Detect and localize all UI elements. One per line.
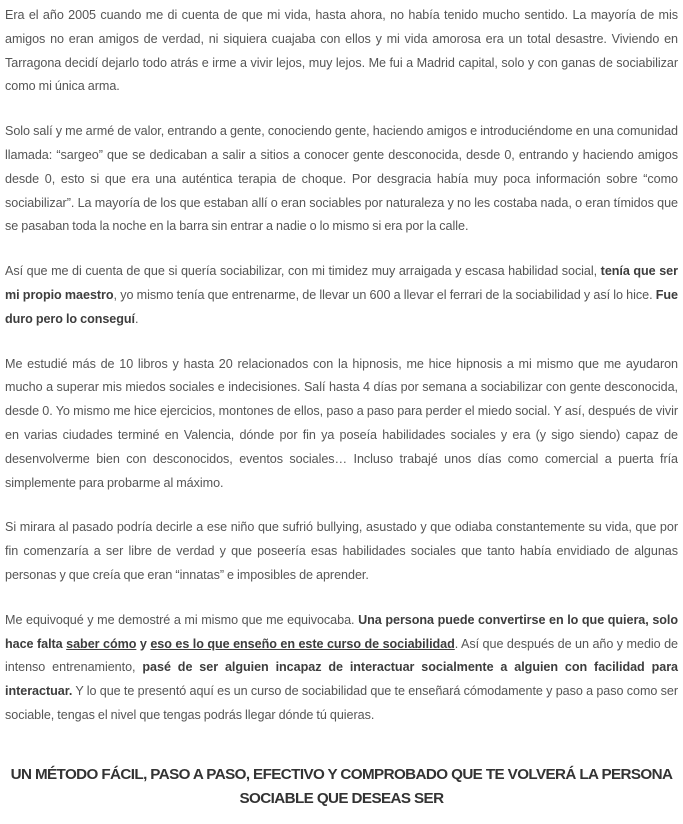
text-segment: . (135, 311, 139, 326)
paragraph-past: Si mirara al pasado podría decirle a ese niño que sufrió bullying, asustado y que odiaba constantemente su vida, que por fin comenzaría a ser libre de verdad y que poseería esas habilidades sociales que tanto había envidiado de algunas personas y que creía que eran “innatas” e imposibles de aprender. (5, 520, 678, 582)
underline-course: eso es lo que enseño en este curso de sociabilidad (150, 636, 455, 651)
bold-segment: Una persona puede convertirse en lo que quiera, solo hace falta (5, 612, 679, 651)
text-segment: , yo mismo tenía que entrenarme, de llevar un 600 a llevar el ferrari de la sociabilidad y así lo hice. (113, 287, 656, 302)
bold-own-teacher: tenía que ser mi propio maestro (5, 264, 678, 302)
bold-transformation: pasé de ser alguien incapaz de interactuar socialmente a alguien con facilidad para interactuar. (5, 660, 679, 699)
text-segment: Así que me di cuenta de que si quería sociabilizar, con mi timidez muy arraigada y escasa habilidad social, (5, 264, 601, 279)
paragraph-sargeo: Solo salí y me armé de valor, entrando a gente, conociendo gente, haciendo amigos e introduciéndome en una comunidad llamada: “sargeo” que se dedicaban a salir a sitios a conocer gente desconocida, desde 0, entrando y haciendo amigos desde 0, esto si que era una auténtica terapia de choque. Por desgracia había muy poca información sobre “como sociabilizar”. La mayoría de los que estaban allí o eran sociables por naturaleza y no les costaba nada, o eran tímidos que se pasaban toda la noche en la barra sin entrar a nadie o lo mismo si era por la calle. (5, 124, 678, 234)
underline-know-how: saber cómo (66, 636, 137, 651)
text-segment: Me equivoqué y me demostré a mi mismo que me equivocaba. (5, 612, 359, 627)
cta-heading: UN MÉTODO FÁCIL, PASO A PASO, EFECTIVO Y COMPROBADO QUE TE VOLVERÁ LA PERSONA SOCIABLE QUE DESEAS SER (10, 765, 673, 807)
bold-segment: y (136, 636, 151, 651)
bold-hard-but-done: Fue duro pero lo conseguí (5, 287, 678, 326)
paragraph-training: Me estudié más de 10 libros y hasta 20 relacionados con la hipnosis, me hice hipnosis a mi mismo que me ayudaron mucho a superar mis miedos sociales e indecisiones. Salí hasta 4 días por semana a sociabilizar con gente desconocida, desde 0. Yo mismo me hice ejercicios, montones de ellos, paso a paso para perder el miedo social. Y así, después de vivir en varias ciudades terminé en Valencia, dónde por fin ya poseía habilidades sociales y era (y sigo siendo) capaz de desenvolverme bien con desconocidos, eventos sociales… Incluso trabajé unos días como comercial a puerta fría simplemente para probarme al máximo. (5, 356, 678, 490)
paragraph-conclusion (5, 609, 678, 728)
paragraph-intro: Era el año 2005 cuando me di cuenta de que mi vida, hasta ahora, no había tenido mucho sentido. La mayoría de mis amigos no eran amigos de verdad, ni siquiera cuajaba con ellos y mi vida amorosa era un total desastre. Viviendo en Tarragona decidí dejarlo todo atrás e irme a vivir lejos, muy lejos. Me fui a Madrid capital, solo y con ganas de sociabilizar como mi única arma. (5, 8, 678, 94)
text-segment: Y lo que te presentó aquí es un curso de sociabilidad que te enseñará cómodamente y paso a paso como ser sociable, tengas el nivel que tengas podrás llegar dónde tú quieras. (5, 684, 678, 722)
text-segment: . Así que después de un año y medio de intenso entrenamiento, (5, 636, 678, 675)
paragraph-own-teacher (5, 260, 678, 331)
